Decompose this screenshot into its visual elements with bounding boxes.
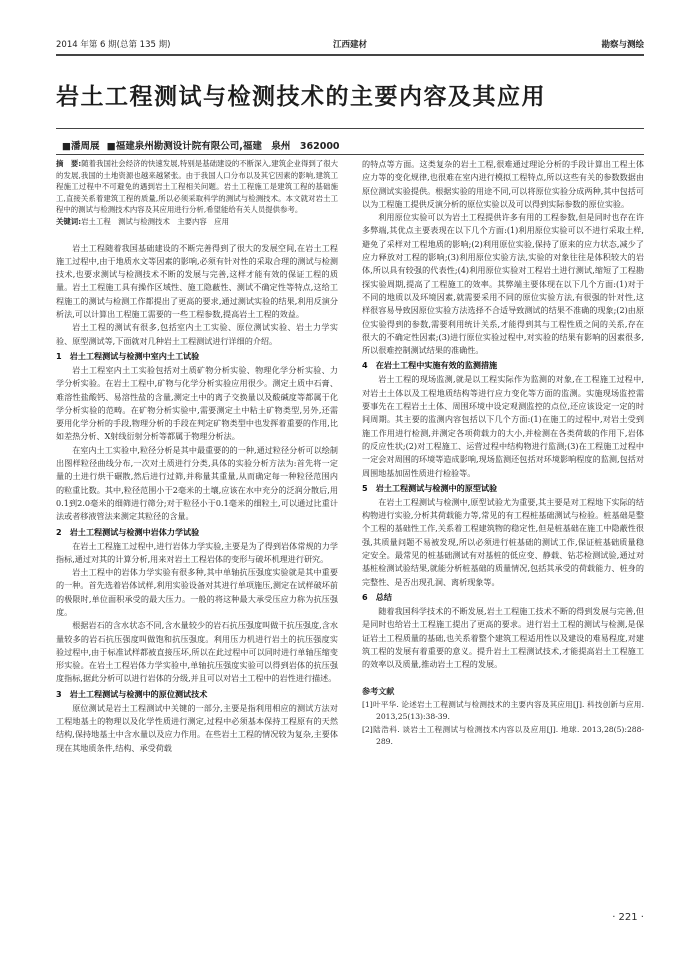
author-line bbox=[62, 138, 344, 152]
reference-1: [1]叶平华. 论述岩土工程测试与检测技术的主要内容及其应用[J]. 科技创新与应用. 2013,25(13):38-39. bbox=[362, 699, 644, 722]
abstract-text: 随着我国社会经济的快速发展,特别是基础建设的不断深入,建筑企业得到了很大的发展,我国的土地资源也越来越紧张。由于我国人口分布以及其它因素的影响,建筑工程施工过程中不可避免的遇到岩土工程相关问题。岩土工程施工是建筑工程的基础施工,直接关系着建筑工程的质量,所以必须采取科学的测试与检测技术。本文就对岩土工程中的测试与检测技术内容及其应用进行分析,希望能给有关人员提供参考。 bbox=[56, 159, 338, 215]
intro-paragraph-1: 岩土工程随着我国基础建设的不断完善得到了很大的发展空间,在岩土工程施工过程中,由于地质水文等因素的影响,必须有针对性的采取合理的测试与检测技术,也要求测试与检测技术不断的发展与完善,这样才能有效的保证工程的质量。岩土工程施工具有操作区域性、施工隐蔽性、测试不确定性等特点,这给工程施工的测试与检测工作都提出了更高的要求,通过测试实验的结果,利用反演分析法,可以计算出工程施工需要的一些工程参数,提高岩土工程的效益。 bbox=[56, 242, 338, 320]
section-2-paragraph-1: 在岩土工程施工过程中,进行岩体力学实验,主要是为了得到岩体常规的力学指标,通过对其的计算分析,用来对岩土工程岩体的变形与破坏机理进行研究。 bbox=[56, 540, 338, 564]
title-rule-top bbox=[56, 128, 644, 129]
article-title: 岩土工程测试与检测技术的主要内容及其应用 bbox=[56, 84, 546, 110]
keywords-label: 关键词: bbox=[56, 216, 82, 226]
section-4-paragraph-1: 岩土工程的现场监测,就是以工程实际作为监测的对象,在工程施工过程中,对岩土土体以及工程地质结构等进行应力变化等方面的监测。实施现场监控需要事先在工程岩土土体、周围环境中设定观测监控的点位,还应该设定一定的时间周期。其主要的监测内容包括以下几个方面:(1)在施工的过程中,对岩土受到施工作用进行检测,并测定各项荷载力的大小,并检测在各类荷载的作用下,岩体的反应性状;(2)对工程施工、运营过程中结构物进行监测;(3)在工程施工过程中一定会对周围的环境等造成影响,现场监测还包括对环境影响程度的监测,包括对周围地基加固性质进行检验等。 bbox=[362, 374, 644, 478]
journal-name: 江西建材 bbox=[332, 40, 367, 50]
keywords-text: 岩土工程 测试与检测技术 主要内容 应用 bbox=[81, 216, 229, 226]
section-2-paragraph-2: 岩土工程中的岩体力学实验有很多种,其中单轴抗压强度实验就是其中重要的一种。首先选着岩体试样,利用实验设备对其进行单项施压,测定在试样破坏前的极限时,单位面积承受的最大压力。一般的将这种最大承受压应力称为抗压强度。 bbox=[56, 567, 338, 617]
left-column bbox=[56, 158, 338, 755]
section-1-paragraph-1: 岩土工程室内土工实验包括对土质矿物分析实验、物理化学分析实验、力学分析实验。在岩土工程中,矿物与化学分析实验应用很少。测定土质中石膏、难溶性盐酸钙、易溶性盐的含量,测定土中的离子交换量以及酸碱度等都属于化学分析实验的范畴。在矿物分析实验中,需要测定土中粘土矿物类型,另外,还需要用化学分析的手段,物理分析的手段在判定矿物类型中也发挥着重要的作用,比如差热分析、X射线衍射分析等都属于物理分析法。 bbox=[56, 364, 338, 442]
section-3-paragraph-2: 利用原位实验可以为岩土工程提供许多有用的工程参数,但是同时也存在许多弊端,其优点主要表现在以下几个方面:(1)利用原位实验可以不进行采取土样,避免了采样对工程地质的影响;(2)利用原位实验,保持了原来的应力状态,减少了应力释放对工程的影响;(3)利用原位实验方法,实验的对象往往是体积较大的岩体,所以具有较强的代表性;(4)利用原位实验对工程岩土进行测试,缩短了工程勘探实验周期,提高了工程施工的效率。其弊端主要体现在以下几个方面:(1)对于不同的地质以及环境因素,就需要采用不同的原位实验方法,有很强的针对性,这样很容易导致因原位实验方法选择不合适导致测试的结果不准确的现象;(2)由原位实验得到的参数,需要利用统计关系,才能得到其与工程性质之间的关系,存在很大的不确定性因素;(3)进行原位实验过程中,对实验的结果有影响的因素很多,所以很难控制测试结果的准确性。 bbox=[362, 212, 644, 356]
keywords bbox=[56, 216, 338, 228]
section-3-paragraph-1-continued: 的特点等方面。这类复杂的岩土工程,很难通过理论分析的手段计算出工程土体应力等的变化规律,也很难在室内进行模拟工程特点,所以这些有关的参数数据由原位测试实验提供。根据实验的用途不同,可以将原位实验分成两种,其中包括可以为工程施工提供反演分析的原位实验以及可以得到实际参数的原位实验。 bbox=[362, 159, 644, 209]
section-6-paragraph-1: 随着我国科学技术的不断发展,岩土工程施工技术不断的得到发展与完善,但是同时也给岩土工程施工提出了更高的要求。进行岩土工程的测试与检测,是保证岩土工程质量的基础,也关系着整个建筑工程适用性以及建设的难易程度,对建筑工程的发展有着重要的意义。提升岩土工程测试技术,才能提高岩土工程施工的效率以及质量,推动岩土工程的发展。 bbox=[362, 605, 644, 670]
reference-2: [2]陆浩科. 谈岩土工程测试与检测技术内容以及应用[J]. 地球. 2013,28(5):288-289. bbox=[362, 724, 644, 747]
intro-paragraph-2: 岩土工程的测试有很多,包括室内土工实验、原位测试实验、岩土力学实验、原型测试等,下面就对几种岩土工程测试进行详细的介绍。 bbox=[56, 322, 338, 346]
section-heading-2: 2 岩土工程测试与检测中岩体力学试验 bbox=[56, 526, 200, 537]
section-name: 勘察与测绘 bbox=[601, 40, 644, 50]
running-header bbox=[56, 38, 644, 52]
right-column bbox=[362, 158, 644, 749]
journal-issue: 2014 年第 6 期(总第 135 期) bbox=[56, 40, 171, 50]
section-1-paragraph-2: 在室内土工实验中,粒径分析是其中最重要的的一种,通过粒径分析可以绘制出图样粒径曲线分布,一次对土质进行分类,具体的实验分析方法为:首先将一定量的土进行烘干碾散,然后进行过筛,并称量其重量,从而确定每一种粒径范围内的粒重比数。其中,粒径范围小于2毫米的土壤,应该在水中充分的泛润分散后,用0.1到2.0毫米的细筛进行筛分;对于粒径小于0.1毫米的细粒土,可以通过比重计法或者移液管法来测定其粒径的含量。 bbox=[56, 444, 338, 522]
section-heading-6: 6 总结 bbox=[362, 591, 392, 602]
abstract bbox=[56, 158, 338, 216]
header-rule bbox=[56, 54, 644, 56]
title-rule-bottom bbox=[56, 154, 644, 155]
references-title: 参考文献 bbox=[362, 686, 395, 697]
section-heading-5: 5 岩土工程测试与检测中的原型试验 bbox=[362, 482, 498, 493]
page-number: · 221 · bbox=[612, 912, 644, 923]
abstract-label: 摘 要: bbox=[56, 159, 82, 168]
author-name: ■潘周展 bbox=[62, 141, 100, 152]
section-5-paragraph-1: 在岩土工程测试与检测中,原型试验尤为重要,其主要是对工程地下实际的结构物进行实验,分析其荷载能力等,常见的有工程桩基础测试与检验。桩基础是整个工程的基础性工作,关系着工程建筑物的稳定性,但是桩基础在施工中隐蔽性很强,其质量问题不易被发现,所以必须进行桩基础的测试工作,保证桩基础质量稳定安全。最常见的桩基础测试有对基桩的低应变、静载、钻芯检测试验,通过对基桩检测试验结果,就能分析桩基础的质量情况,包括其承受的荷载能力、桩身的完整性、是否出现孔洞、离析现象等。 bbox=[362, 496, 644, 587]
section-3-paragraph-1: 原位测试是岩土工程测试中关键的一部分,主要是指利用相应的测试方法对工程地基土的物理以及化学性质进行测定,过程中必须基本保持工程原有的天然结构,保持地基土中含水量以及应力作用。在些岩土工程的情况较为复杂,主要体现在其地质条件,结构、承受荷载 bbox=[56, 702, 338, 753]
section-heading-1: 1 岩土工程测试与检测中室内土工试验 bbox=[56, 350, 200, 361]
section-2-paragraph-3: 根据岩石的含水状态不同,含水量较少的岩石抗压强度叫做干抗压强度,含水量较多的岩石抗压强度叫做饱和抗压强度。利用压力机进行岩土的抗压强度实验过程中,由于标准试样都被直接压坏,所以在此过程中可以同时进行单轴压缩变形实验。在岩土工程岩体力学实验中,单轴抗压强度实验可以得到岩体的抗压强度指标,据此分析可以进行岩体的分级,并且可以对岩土工程中的岩性进行描述。 bbox=[56, 620, 338, 684]
section-heading-4: 4 在岩土工程中实施有效的监测措施 bbox=[362, 360, 498, 371]
section-heading-3: 3 岩土工程测试与检测中的原位测试技术 bbox=[56, 688, 208, 699]
author-affiliation: ■福建泉州勘测设计院有限公司,福建 泉州 362000 bbox=[106, 141, 340, 152]
